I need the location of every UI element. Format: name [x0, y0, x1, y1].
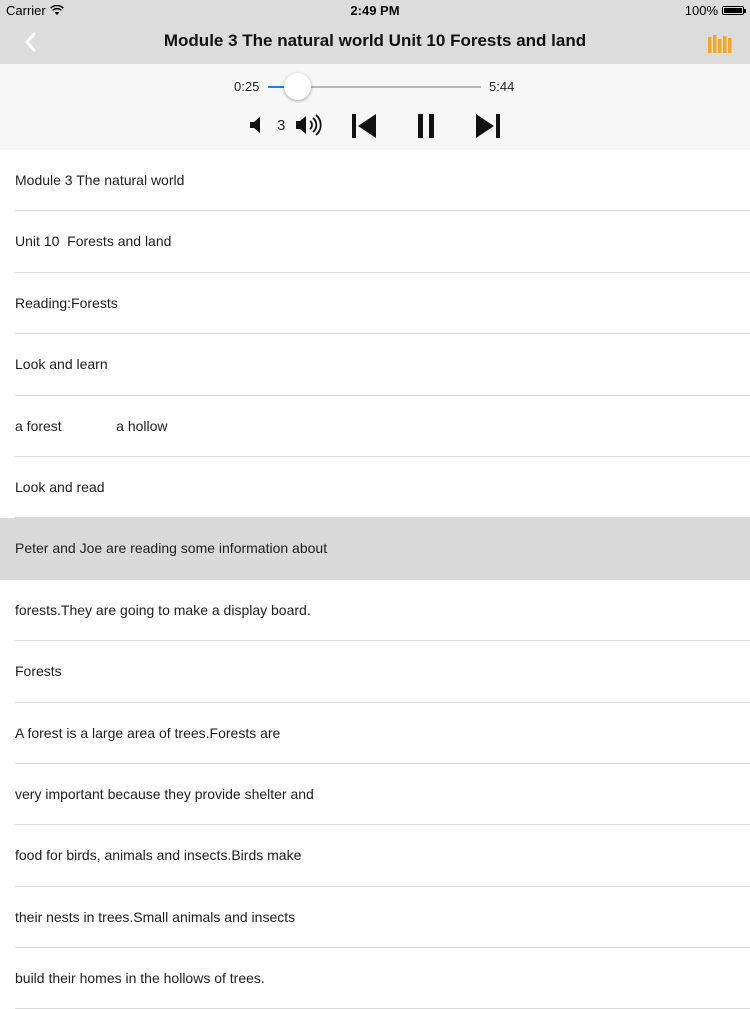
transcript-line-text: Look and read: [15, 478, 105, 495]
transcript-line-selected[interactable]: [0, 518, 750, 579]
navigation-bar: [0, 20, 750, 64]
transcript-line[interactable]: [0, 150, 750, 211]
transcript-line-text: Look and learn: [15, 356, 108, 373]
transcript-line[interactable]: [0, 641, 750, 702]
battery-group: [685, 3, 744, 18]
audio-player: [0, 64, 750, 150]
transcript-line[interactable]: [0, 764, 750, 825]
transcript-line-text: Forests: [15, 663, 62, 680]
transcript-line-text: build their homes in the hollows of trees.: [15, 970, 265, 987]
battery-icon: [722, 6, 744, 15]
transcript-line[interactable]: [0, 457, 750, 518]
transcript-line-text: Peter and Joe are reading some information about: [15, 540, 328, 557]
page-title: Module 3 The natural world Unit 10 Forests and land: [163, 31, 587, 50]
transcript-line-text: Module 3 The natural world: [15, 172, 185, 188]
volume-level: 3: [277, 117, 286, 134]
transcript-line[interactable]: [0, 580, 750, 641]
transcript-line-text: very important because they provide shelter and: [15, 785, 314, 802]
progress-fill: [268, 86, 284, 88]
previous-track-icon[interactable]: [350, 113, 378, 139]
total-time: 5:44: [489, 79, 515, 94]
bars-chart-icon[interactable]: [708, 33, 732, 53]
transcript-line-text: Reading:Forests: [15, 294, 118, 311]
status-bar: [0, 0, 750, 20]
progress-thumb[interactable]: [284, 73, 311, 100]
transcript-line-text: Unit 10 Forests and land: [15, 233, 172, 250]
transcript-line-text: forests.They are going to make a display board.: [15, 601, 311, 618]
transcript-list: [0, 150, 750, 1009]
carrier-label: Carrier: [6, 3, 46, 18]
transcript-line-text: food for birds, animals and insects.Birds make: [15, 847, 302, 864]
pause-icon[interactable]: [414, 113, 438, 139]
transcript-line[interactable]: [0, 334, 750, 395]
status-time: 2:49 PM: [350, 3, 400, 18]
volume-down-icon[interactable]: [248, 116, 266, 134]
battery-percent: 100%: [684, 3, 718, 18]
transcript-line-text: A forest is a large area of trees.Forests are: [15, 724, 281, 741]
current-time: 0:25: [234, 79, 260, 94]
transcript-line[interactable]: [0, 396, 750, 457]
volume-up-icon[interactable]: [294, 113, 326, 137]
transcript-line[interactable]: [0, 273, 750, 334]
transcript-line[interactable]: [0, 703, 750, 764]
transcript-line[interactable]: [0, 211, 750, 272]
transcript-line-text: their nests in trees.Small animals and insects: [15, 908, 296, 925]
transcript-line[interactable]: [0, 825, 750, 886]
transcript-line-text: a forest a hollow: [15, 417, 168, 434]
next-track-icon[interactable]: [474, 113, 502, 139]
transcript-line[interactable]: [0, 887, 750, 948]
